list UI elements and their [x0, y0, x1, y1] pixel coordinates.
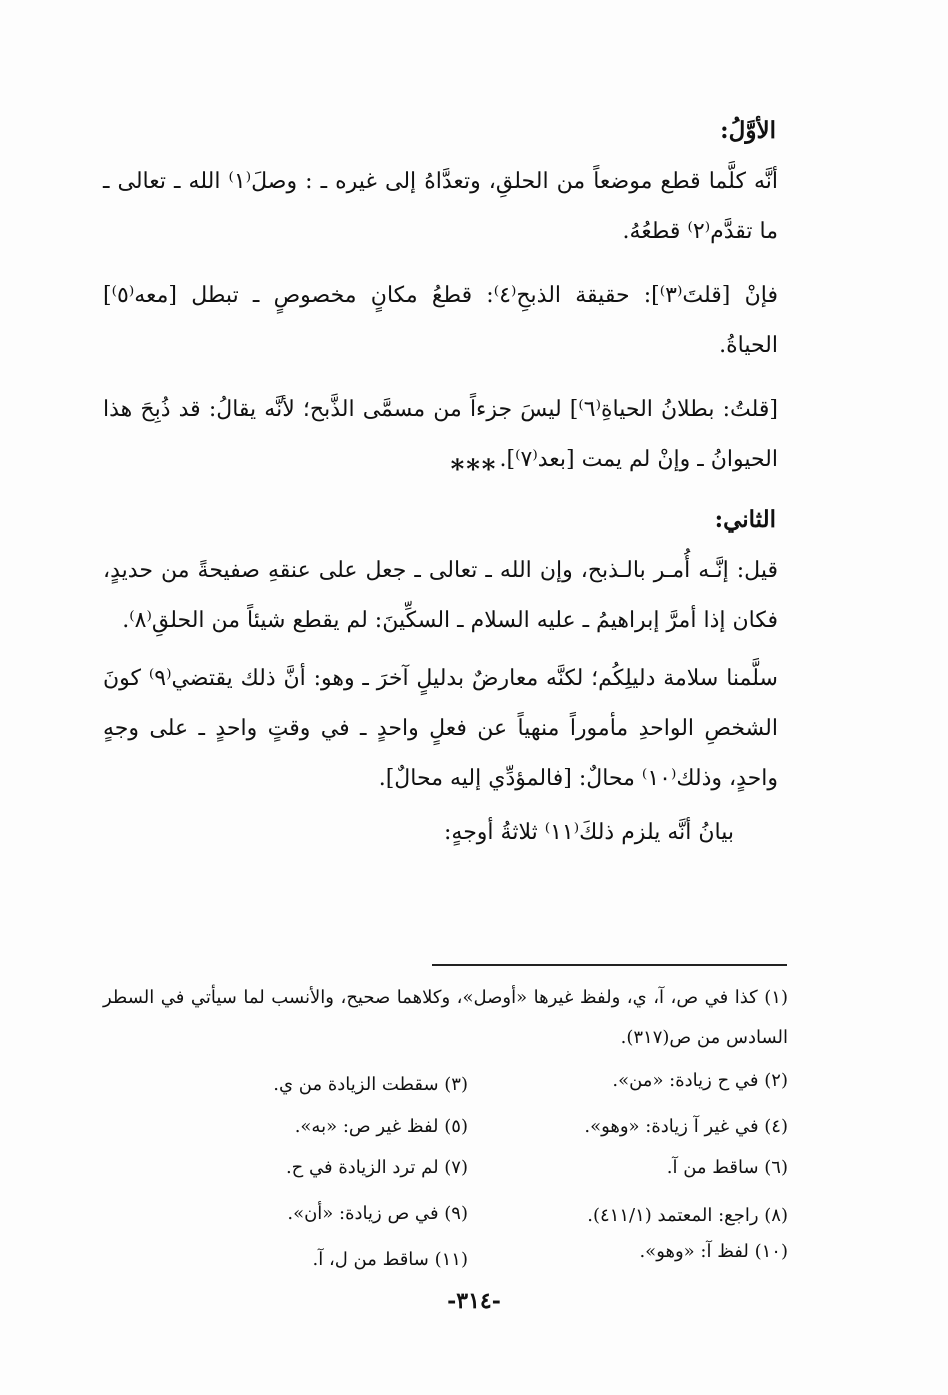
section-heading-first: الأوَّلُ:	[720, 117, 776, 144]
footnote-6: (٦) ساقط من آ.	[666, 1157, 788, 1178]
footnote-7: (٧) لم ترد الزيادة في ح.	[285, 1157, 468, 1178]
section-second-body	[103, 546, 778, 858]
paragraph: فإنْ [قلتَ⁽٣⁾]: حقيقة الذبحِ⁽٤⁾: قطعُ مكانٍ مخصوصٍ ـ تبطل [معه⁽٥⁾] الحياةُ.	[103, 283, 778, 358]
footnote-4: (٤) في غير آ زيادة: «وهو».	[584, 1116, 788, 1137]
footnote-1: (١) كذا في ص، آ، ي، ولفظ غيرها «أوصل»، وكلاهما صحيح، والأنسب لما سيأتي في السطر السادس من ص(٣١٧).	[103, 987, 788, 1048]
paragraph: سلَّمنا سلامة دليلِكُم؛ لكنَّه معارضٌ بدليلٍ آخرَ ـ وهو: أنَّ ذلك يقتضي⁽٩⁾ كونَ الشخصِ الواحدِ مأموراً منهياً عن فعلٍ واحدٍ ـ في وقتٍ واحدٍ ـ على وجهٍ واحدٍ، وذلك⁽١٠⁾ محالٌ: [فالمؤدِّي إليه محالٌ].	[103, 666, 778, 791]
footnote-divider	[432, 964, 787, 966]
page-number: -٣١٤-	[447, 1288, 501, 1314]
paragraph: بيانُ أنَّه يلزم ذلكَ⁽١١⁾ ثلاثةُ أوجهٍ:	[444, 820, 734, 845]
footnote-8: (٨) راجع: المعتمد (٤١١/١).	[587, 1205, 788, 1226]
footnote-9: (٩) في ص زيادة: «أن».	[287, 1203, 468, 1224]
footnote-5: (٥) لفظ غير ص: «به».	[294, 1116, 468, 1137]
footnote-2: (٢) في ح زيادة: «من».	[612, 1070, 788, 1091]
section-separator: ***	[450, 455, 498, 485]
section-heading-second: الثاني:	[714, 506, 776, 533]
footnote-11: (١١) ساقط من ل، آ.	[312, 1249, 468, 1270]
section-first-body	[103, 157, 778, 485]
paragraph: أنَّه كلَّما قطع موضعاً من الحلقِ، وتعدَّاهُ إلى غيره ـ : وصلَ⁽١⁾ الله ـ تعالى ـ ما تقدَّم⁽٢⁾ قطعُهُ.	[103, 169, 778, 244]
footnote-10: (١٠) لفظ آ: «وهو».	[639, 1241, 788, 1262]
paragraph: [قلتُ: بطلانُ الحياةِ⁽٦⁾] ليسَ جزءاً من مسمَّى الذَّبح؛ لأنَّه يقالُ: قد ذُبِحَ هذا الحيوانُ ـ وإنْ لم يمت [بعد⁽٧⁾].	[103, 397, 778, 472]
paragraph: قيل: إنَّـه أُمـر بالـذبح، وإن الله ـ تعالى ـ جعل على عنقهِ صفيحةً من حديدٍ، فكان إذا أمرَّ إبراهيمُ ـ عليه السلام ـ السكِّينَ: لم يقطع شيئاً من الحلقِ⁽٨⁾.	[103, 558, 778, 633]
footnote-3: (٣) سقطت الزيادة من ي.	[273, 1074, 468, 1095]
